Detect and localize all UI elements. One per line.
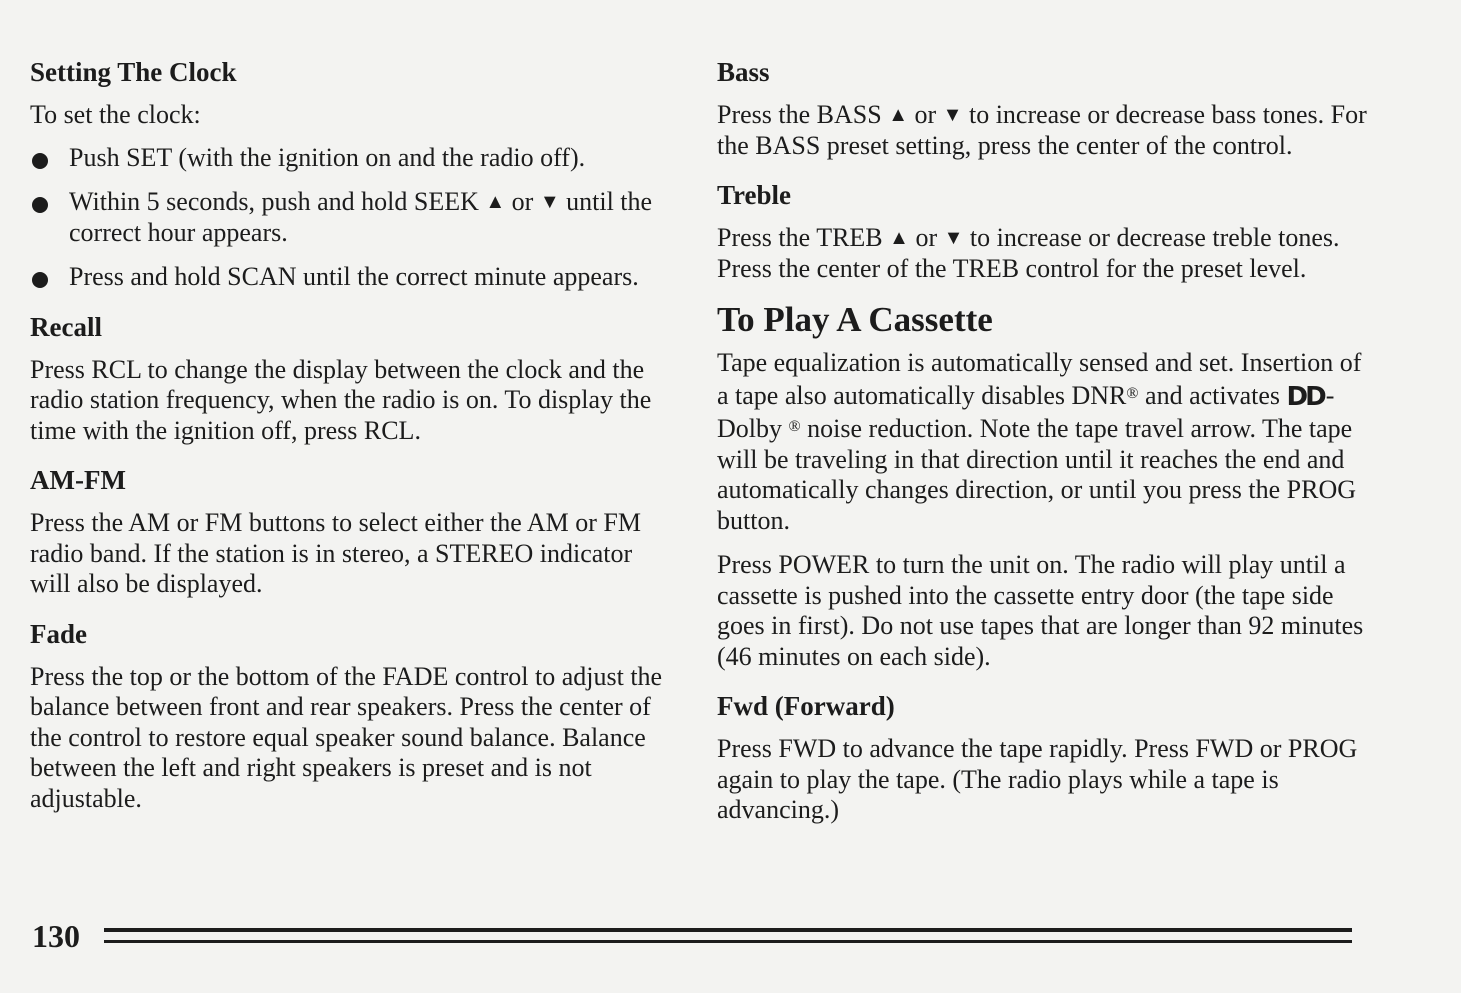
registered-mark: ®: [1126, 384, 1139, 402]
fwd-text: Press FWD to advance the tape rapidly. Press FWD or PROG again to play the tape. (The radio plays while a tape is advancing.): [717, 734, 1358, 824]
or-text: or: [915, 223, 938, 252]
treble-text-a: Press the TREB: [717, 223, 883, 252]
bullet-icon: [32, 272, 48, 288]
left-column: [30, 52, 670, 828]
registered-mark: ®: [788, 418, 801, 435]
down-arrow-icon: ▼: [942, 104, 963, 126]
bass-text: [717, 100, 1367, 161]
or-text: or: [511, 187, 534, 216]
section-am-fm: [30, 460, 670, 600]
cassette-text-1b: and activates: [1145, 380, 1281, 410]
step-text: Press and hold SCAN until the correct minute appears.: [69, 262, 639, 291]
up-arrow-icon: ▲: [889, 227, 909, 249]
up-arrow-icon: ▲: [485, 191, 506, 213]
down-arrow-icon: ▼: [539, 191, 560, 213]
step-text-tail: until the correct hour appears.: [69, 187, 653, 247]
footer-rule: [104, 940, 1352, 943]
or-text: or: [914, 100, 937, 129]
page-number: 130: [32, 918, 80, 954]
cassette-text-2: Press POWER to turn the unit on. The radio will play until a cassette is pushed into the cassette entry door (the tape side goes in first). Do not use tapes that are longer than 92 minutes (46 minutes on each side).: [717, 550, 1364, 671]
step-text: Push SET (with the ignition on and the radio off).: [69, 142, 586, 172]
page-footer: [32, 912, 1352, 957]
bullet-icon: [32, 197, 48, 213]
am-fm-text: Press the AM or FM buttons to select either the AM or FM radio band. If the station is in stereo, a STEREO indicator will also be displayed.: [30, 508, 641, 598]
section-cassette: [717, 298, 1367, 672]
recall-text: Press RCL to change the display between the clock and the radio station frequency, when the radio is on. To display the time with the ignition off, press RCL.: [30, 354, 652, 445]
heading-recall: Recall: [30, 311, 102, 342]
up-arrow-icon: ▲: [888, 104, 908, 126]
list-item: [30, 143, 670, 174]
treble-text: [717, 223, 1367, 284]
heading-am-fm: AM-FM: [30, 465, 126, 495]
setting-clock-steps: [30, 143, 670, 293]
treble-text-b: to increase or decrease treble tones. Press the center of the TREB control for the preset level.: [717, 223, 1340, 283]
right-column: [717, 52, 1367, 840]
section-treble: [717, 175, 1367, 284]
step-text: Within 5 seconds, push and hold SEEK: [69, 187, 479, 216]
fade-text: Press the top or the bottom of the FADE control to adjust the balance between front and rear speakers. Press the center of the control to restore equal speaker sound balance. Balance between the left and right speakers is preset and is not adjustable.: [30, 661, 663, 813]
heading-bass: Bass: [717, 57, 770, 87]
section-recall: [30, 307, 670, 447]
bass-text-a: Press the BASS: [717, 100, 882, 129]
cassette-text-1: [717, 348, 1367, 536]
down-arrow-icon: ▼: [943, 227, 964, 249]
heading-setting-clock: Setting The Clock: [30, 57, 237, 87]
bass-text-b: to increase or decrease bass tones. For the BASS preset setting, press the center of the control.: [717, 100, 1367, 160]
section-fade: [30, 614, 670, 815]
heading-fwd: Fwd (Forward): [717, 691, 895, 721]
bullet-icon: [32, 153, 48, 169]
heading-treble: Treble: [717, 180, 791, 210]
list-item: [30, 262, 670, 293]
section-fwd: [717, 686, 1367, 826]
heading-cassette: To Play A Cassette: [717, 300, 993, 339]
cassette-text-1d: noise reduction. Note the tape travel arrow. The tape will be traveling in that direction until it reaches the end and automatically changes direction, or until you press the PROG button.: [717, 414, 1357, 535]
footer-rule: [104, 928, 1352, 932]
section-setting-clock: [30, 52, 670, 293]
section-bass: [717, 52, 1367, 161]
cassette-text-1c: -Dolby: [717, 380, 1335, 443]
dolby-logo-icon: DD: [1286, 381, 1324, 412]
cassette-text-1a: Tape equalization is automatically sensed and set. Insertion of a tape also automatically disables DNR: [717, 348, 1362, 410]
heading-fade: Fade: [30, 618, 87, 649]
setting-clock-intro: To set the clock:: [30, 100, 201, 129]
list-item: [30, 187, 670, 248]
